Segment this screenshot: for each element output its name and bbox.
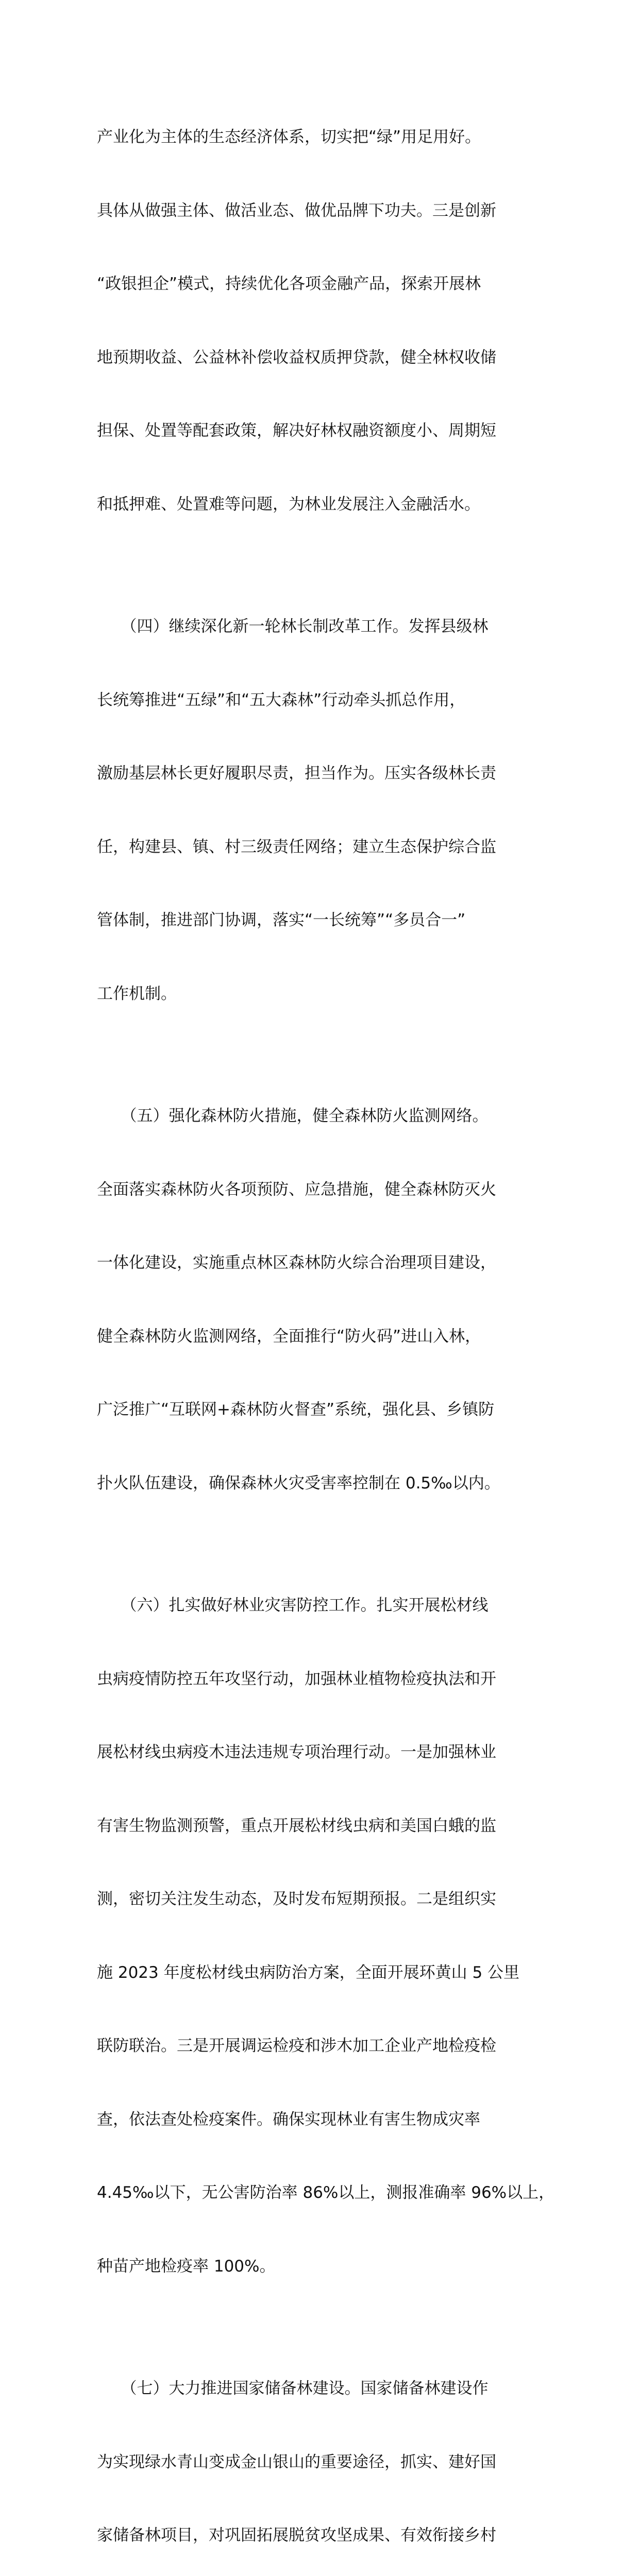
- text-line: 联防联治。三是开展调运检疫和涉木加工企业产地检疫检: [97, 2037, 496, 2055]
- text-line: （七）大力推进国家储备林建设。国家储备林建设作: [97, 2379, 489, 2398]
- text-line: （四）继续深化新一轮林长制改革工作。发挥县级林: [97, 617, 489, 636]
- text-line: 工作机制。: [97, 984, 177, 1003]
- text-line: （六）扎实做好林业灾害防控工作。扎实开展松材线: [97, 1596, 489, 1615]
- text-line: 展松材线虫病疫木违法违规专项治理行动。一是加强林业: [97, 1743, 496, 1761]
- document-page: [97, 76, 555, 2576]
- text-line: 一体化建设，实施重点林区森林防火综合治理项目建设，: [97, 1253, 496, 1272]
- paragraph-section-7: [97, 2328, 550, 2576]
- text-line: 管体制，推进部门协调，落实“一长统筹”“多员合一”: [97, 911, 466, 929]
- text-line: 家储备林项目，对巩固拓展脱贫攻坚成果、有效衔接乡村: [97, 2526, 496, 2545]
- text-line: 地预期收益、公益林补偿收益权质押贷款，健全林权收储: [97, 348, 496, 367]
- text-line: 种苗产地检疫率 100%。: [97, 2257, 276, 2276]
- text-line: 有害生物监测预警，重点开展松材线虫病和美国白蛾的监: [97, 1816, 496, 1835]
- text-line: 4.45‰以下，无公害防治率 86%以上，测报准确率 96%以上，: [97, 2183, 555, 2202]
- paragraph-1: [97, 76, 550, 566]
- text-line: 产业化为主体的生态经济体系，切实把“绿”用足用好。: [97, 128, 481, 146]
- text-line: 健全森林防火监测网络，全面推行“防火码”进山入林，: [97, 1327, 481, 1346]
- text-line: 和抵押难、处置难等问题，为林业发展注入金融活水。: [97, 495, 480, 514]
- text-line: 激励基层林长更好履职尽责，担当作为。压实各级林长责: [97, 764, 496, 783]
- text-line: 全面落实森林防火各项预防、应急措施，健全森林防灭火: [97, 1180, 496, 1199]
- text-line: 扑火队伍建设，确保森林火灾受害率控制在 0.5‰以内。: [97, 1473, 500, 1493]
- text-line: “政银担企”模式，持续优化各项金融产品，探索开展林: [97, 275, 481, 293]
- text-line: 广泛推广“互联网+森林防火督查”系统，强化县、乡镇防: [97, 1400, 495, 1419]
- text-line: 查，依法查处检疫案件。确保实现林业有害生物成灾率: [97, 2110, 480, 2129]
- text-line: 为实现绿水青山变成金山银山的重要途径，抓实、建好国: [97, 2452, 496, 2471]
- text-line: 施 2023 年度松材线虫病防治方案，全面开展环黄山 5 公里: [97, 1963, 520, 1982]
- text-line: 虫病疫情防控五年攻坚行动，加强林业植物检疫执法和开: [97, 1669, 496, 1688]
- text-line: 担保、处置等配套政策，解决好林权融资额度小、周期短: [97, 421, 496, 440]
- text-line: 任，构建县、镇、村三级责任网络；建立生态保护综合监: [97, 837, 496, 856]
- text-line: 长统筹推进“五绿”和“五大森林”行动牵头抓总作用，: [97, 690, 466, 709]
- paragraph-section-5: [97, 1055, 550, 1545]
- paragraph-section-6: [97, 1545, 555, 2328]
- text-line: 具体从做强主体、做活业态、做优品牌下功夫。三是创新: [97, 201, 496, 220]
- text-line: 测，密切关注发生动态，及时发布短期预报。二是组织实: [97, 1890, 496, 1908]
- text-line: （五）强化森林防火措施，健全森林防火监测网络。: [97, 1107, 489, 1125]
- paragraph-section-4: [97, 566, 550, 1055]
